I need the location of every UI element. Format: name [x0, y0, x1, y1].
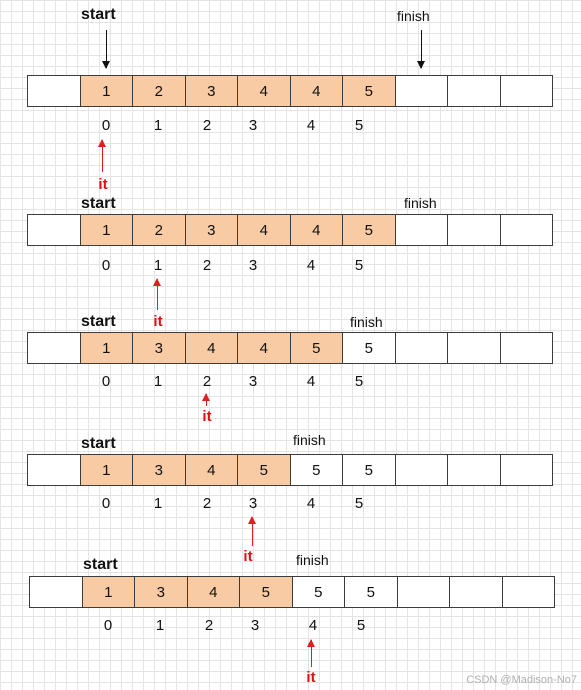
index-label: 0	[103, 617, 113, 634]
array-cell	[342, 75, 396, 107]
array-cell	[500, 454, 554, 486]
array-cell	[290, 214, 344, 246]
arrow-head	[307, 639, 315, 647]
array-cell	[82, 576, 136, 608]
cell-value: 1	[102, 339, 111, 357]
cell-value: 4	[259, 339, 268, 357]
array-cell	[185, 75, 239, 107]
array-cell	[237, 75, 291, 107]
index-label: 0	[101, 257, 111, 274]
arrow-head	[417, 61, 425, 69]
array-cell	[500, 332, 554, 364]
cell-value: 4	[207, 461, 216, 479]
array-cell	[397, 576, 451, 608]
cell-value: 1	[104, 583, 113, 601]
array-cell	[500, 214, 554, 246]
array-cell	[447, 214, 501, 246]
cell-value: 4	[207, 339, 216, 357]
array-cell	[395, 454, 449, 486]
index-label: 1	[155, 617, 165, 634]
index-label: 1	[153, 257, 163, 274]
index-label: 5	[354, 495, 364, 512]
index-label: 0	[101, 373, 111, 390]
index-label: 4	[306, 117, 316, 134]
start-arrow	[106, 30, 107, 68]
index-label: 4	[308, 617, 318, 634]
finish-label: finish	[404, 195, 437, 211]
cell-value: 1	[102, 221, 111, 239]
array-cell	[342, 214, 396, 246]
start-label: start	[81, 313, 116, 330]
index-label: 5	[354, 257, 364, 274]
array-cell	[344, 576, 398, 608]
it-arrow	[252, 517, 253, 546]
index-label: 2	[202, 495, 212, 512]
index-label: 1	[153, 117, 163, 134]
array-cell	[187, 576, 241, 608]
cell-value: 1	[102, 82, 111, 100]
array-cell	[237, 454, 291, 486]
index-label: 3	[248, 373, 258, 390]
index-label: 3	[248, 117, 258, 134]
array-cell	[185, 454, 239, 486]
cell-value: 3	[156, 583, 165, 601]
array-cell	[290, 454, 344, 486]
cell-value: 5	[312, 461, 321, 479]
array-cell	[447, 332, 501, 364]
array-cell	[27, 214, 81, 246]
array-cell	[395, 75, 449, 107]
array-cell	[290, 75, 344, 107]
array-cell	[237, 214, 291, 246]
cell-value: 2	[154, 221, 163, 239]
array-cell	[132, 214, 186, 246]
cell-value: 3	[154, 461, 163, 479]
array-cell	[395, 214, 449, 246]
arrow-head	[98, 139, 106, 147]
cell-value: 3	[154, 339, 163, 357]
array-cell	[239, 576, 293, 608]
array-cell	[80, 214, 134, 246]
array-cell	[134, 576, 188, 608]
array-cell	[29, 576, 83, 608]
array-cell	[27, 75, 81, 107]
finish-label: finish	[397, 8, 430, 24]
array-cell	[449, 576, 503, 608]
cell-value: 1	[102, 461, 111, 479]
arrow-head	[102, 61, 110, 69]
index-label: 0	[101, 495, 111, 512]
array-cell	[27, 454, 81, 486]
it-label: it	[98, 176, 108, 193]
cell-value: 5	[261, 583, 270, 601]
start-label: start	[81, 195, 116, 212]
array-cell	[342, 332, 396, 364]
array-cell	[185, 332, 239, 364]
array-cell	[80, 454, 134, 486]
cell-value: 5	[364, 461, 373, 479]
index-label: 2	[202, 117, 212, 134]
cell-value: 4	[312, 221, 321, 239]
index-label: 3	[248, 495, 258, 512]
cell-value: 3	[207, 221, 216, 239]
it-label: it	[202, 408, 212, 425]
it-label: it	[153, 313, 163, 330]
array-cell	[27, 332, 81, 364]
it-label: it	[306, 669, 316, 686]
index-label: 1	[153, 495, 163, 512]
arrow-head	[202, 393, 210, 401]
index-label: 5	[354, 373, 364, 390]
index-label: 3	[248, 257, 258, 274]
start-label: start	[83, 556, 118, 573]
start-label: start	[81, 6, 116, 23]
cell-value: 5	[364, 339, 373, 357]
start-label: start	[81, 435, 116, 452]
cell-value: 5	[364, 82, 373, 100]
it-arrow	[102, 140, 103, 172]
it-label: it	[243, 548, 253, 565]
index-label: 0	[101, 117, 111, 134]
cell-value: 5	[314, 583, 323, 601]
array-cell	[500, 75, 554, 107]
finish-arrow	[421, 30, 422, 68]
array-cell	[342, 454, 396, 486]
it-arrow	[206, 394, 207, 406]
cell-value: 4	[259, 221, 268, 239]
cell-value: 5	[366, 583, 375, 601]
index-label: 5	[356, 617, 366, 634]
index-label: 4	[306, 373, 316, 390]
array-cell	[502, 576, 556, 608]
arrow-head	[248, 516, 256, 524]
array-cell	[132, 75, 186, 107]
array-cell	[185, 214, 239, 246]
cell-value: 4	[209, 583, 218, 601]
index-label: 3	[250, 617, 260, 634]
array-cell	[395, 332, 449, 364]
index-label: 5	[354, 117, 364, 134]
array-cell	[290, 332, 344, 364]
cell-value: 5	[312, 339, 321, 357]
index-label: 2	[202, 257, 212, 274]
cell-value: 5	[259, 461, 268, 479]
index-label: 2	[202, 373, 212, 390]
index-label: 4	[306, 495, 316, 512]
array-cell	[237, 332, 291, 364]
array-cell	[292, 576, 346, 608]
cell-value: 5	[364, 221, 373, 239]
cell-value: 4	[312, 82, 321, 100]
arrow-head	[153, 278, 161, 286]
array-cell	[447, 75, 501, 107]
array-cell	[132, 332, 186, 364]
array-cell	[447, 454, 501, 486]
array-cell	[80, 75, 134, 107]
array-cell	[80, 332, 134, 364]
it-arrow	[157, 279, 158, 310]
finish-label: finish	[293, 432, 326, 448]
cell-value: 2	[154, 82, 163, 100]
it-arrow	[311, 640, 312, 667]
cell-value: 3	[207, 82, 216, 100]
index-label: 4	[306, 257, 316, 274]
index-label: 2	[204, 617, 214, 634]
finish-label: finish	[350, 314, 383, 330]
watermark: CSDN @Madison-No7	[466, 674, 577, 686]
index-label: 1	[153, 373, 163, 390]
cell-value: 4	[259, 82, 268, 100]
array-cell	[132, 454, 186, 486]
finish-label: finish	[296, 552, 329, 568]
